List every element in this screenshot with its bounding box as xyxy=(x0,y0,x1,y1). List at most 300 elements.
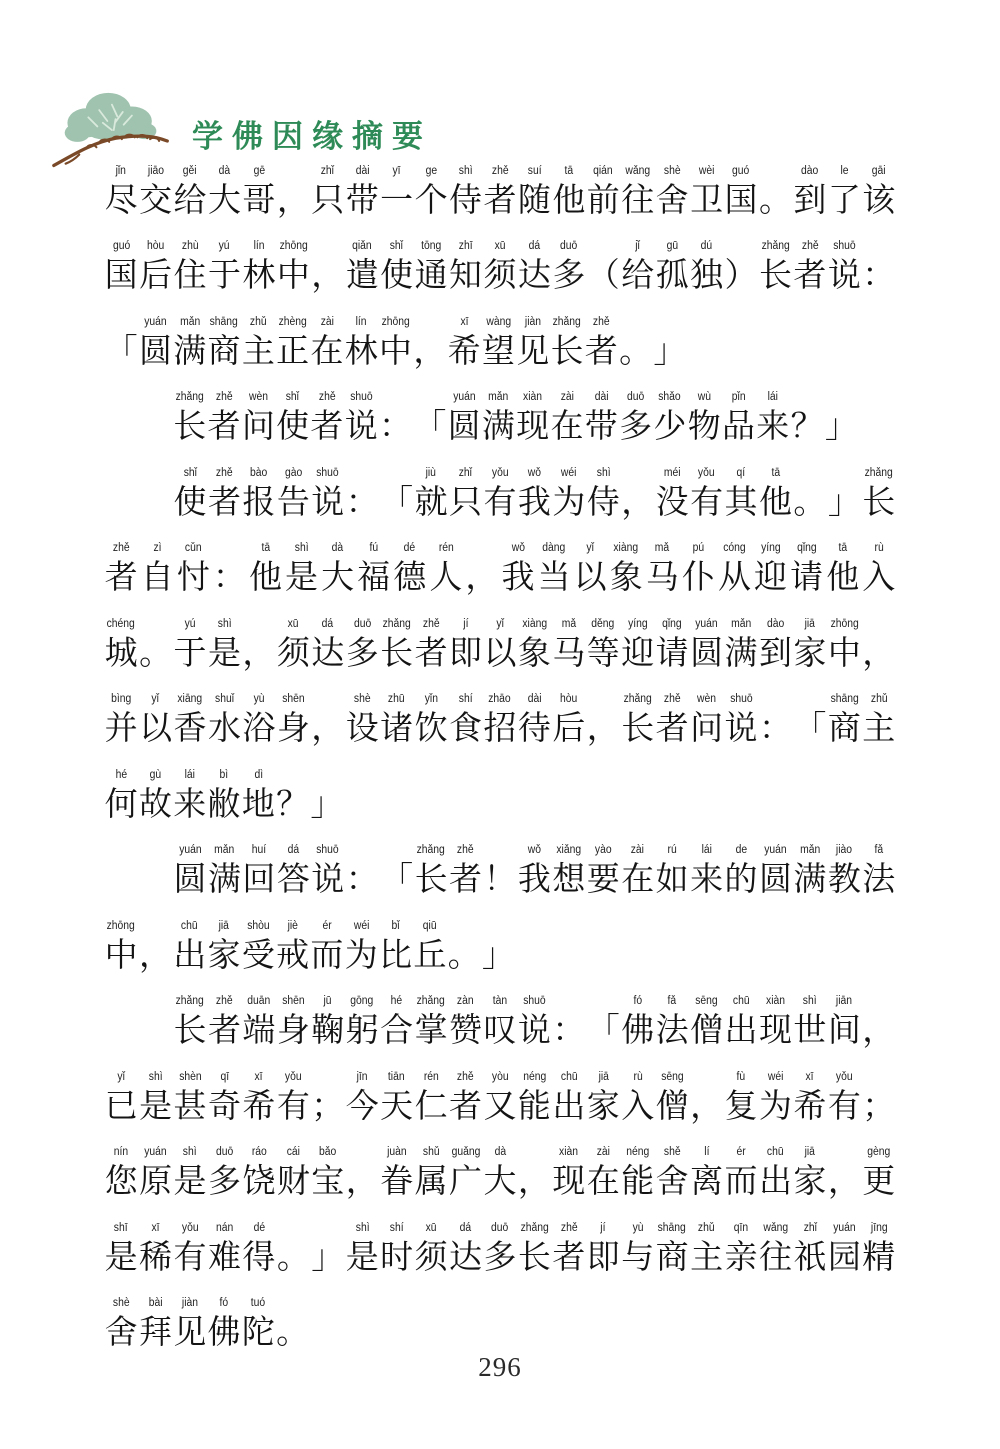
char-unit xyxy=(345,1220,379,1279)
hanzi-character: 离 xyxy=(690,1164,724,1200)
char-unit xyxy=(173,842,207,901)
char-unit xyxy=(104,1295,138,1354)
pinyin-annotation: xū xyxy=(425,1221,437,1234)
hanzi-character: 卫 xyxy=(690,182,724,219)
hanzi-character: 佛 xyxy=(621,1013,655,1049)
pinyin-annotation: shāng xyxy=(658,1221,687,1234)
char-unit xyxy=(483,163,517,222)
char-unit xyxy=(448,1069,482,1128)
hanzi-character: 人 xyxy=(429,560,463,596)
char-unit xyxy=(827,842,861,901)
char-unit xyxy=(552,1069,586,1128)
char-unit xyxy=(653,314,687,373)
pinyin-annotation: shǐ xyxy=(390,240,404,252)
pinyin-annotation: zì xyxy=(153,542,162,554)
hanzi-character: 满 xyxy=(724,635,758,672)
char-unit xyxy=(789,540,823,599)
char-unit xyxy=(414,616,448,675)
char-unit xyxy=(429,540,463,599)
pinyin-annotation: tiān xyxy=(388,1070,405,1083)
char-unit xyxy=(311,163,345,222)
char-unit xyxy=(414,691,448,750)
char-unit xyxy=(827,616,861,675)
pinyin-annotation: děng xyxy=(591,617,615,630)
char-unit xyxy=(138,1295,172,1354)
hanzi-character: 的 xyxy=(724,862,758,898)
hanzi-character: 僧 xyxy=(655,1088,689,1125)
char-unit xyxy=(655,163,689,222)
pinyin-annotation: tàn xyxy=(492,995,508,1007)
char-unit xyxy=(827,993,861,1052)
pinyin-annotation: sēng xyxy=(695,995,718,1007)
hanzi-character: 。 xyxy=(276,1239,310,1276)
char-unit xyxy=(573,540,607,599)
pinyin-annotation: shè xyxy=(353,693,371,705)
char-unit xyxy=(621,691,655,750)
char-unit xyxy=(311,1220,345,1279)
char-unit xyxy=(793,1220,827,1279)
char-unit xyxy=(448,842,482,901)
pinyin-annotation: yuán xyxy=(178,844,202,856)
pinyin-annotation: de xyxy=(735,844,747,856)
char-unit xyxy=(207,1144,241,1203)
char-unit xyxy=(724,1220,758,1279)
pinyin-annotation: zài xyxy=(560,391,574,403)
hanzi-character: 见 xyxy=(173,1315,207,1351)
char-unit xyxy=(378,389,412,448)
hanzi-character: ！ xyxy=(483,862,517,898)
pinyin-annotation: zhǐ xyxy=(803,1221,817,1234)
hanzi-character: 城 xyxy=(104,635,138,672)
pinyin-annotation: zhōng xyxy=(107,919,136,932)
pinyin-annotation: gū xyxy=(666,240,678,252)
char-unit xyxy=(104,163,138,222)
pinyin-annotation: zhǔ xyxy=(249,315,267,328)
char-unit xyxy=(207,1220,241,1279)
char-unit xyxy=(586,691,620,750)
char-unit xyxy=(621,1069,655,1128)
char-unit xyxy=(380,691,414,750)
char-unit xyxy=(689,842,723,901)
pinyin-annotation: pú xyxy=(692,542,705,554)
char-unit xyxy=(380,1220,414,1279)
hanzi-character: 」 xyxy=(653,333,687,370)
hanzi-character: 满 xyxy=(793,862,827,898)
char-unit xyxy=(689,616,723,675)
hanzi-character: 身 xyxy=(276,1013,310,1049)
char-unit xyxy=(104,238,138,297)
pinyin-annotation: fǎ xyxy=(874,844,884,856)
pinyin-annotation: wèn xyxy=(248,391,268,403)
char-unit xyxy=(212,540,246,599)
pinyin-annotation: yuán xyxy=(144,1146,167,1158)
hanzi-character: 只 xyxy=(311,182,345,219)
pinyin-annotation: dú xyxy=(700,240,713,252)
char-unit xyxy=(483,1144,517,1203)
pinyin-annotation: dá xyxy=(322,617,334,630)
hanzi-character: ， xyxy=(862,1013,896,1049)
hanzi-character: 有 xyxy=(173,1239,207,1276)
text-lines xyxy=(104,146,896,1354)
char-unit xyxy=(586,993,620,1052)
pinyin-annotation: yǒu xyxy=(491,466,509,479)
hanzi-character: 为 xyxy=(552,484,586,521)
hanzi-character: ？ xyxy=(790,409,824,445)
pinyin-annotation: yǒu xyxy=(284,1070,302,1083)
char-unit xyxy=(414,1069,448,1128)
pinyin-annotation: tōng xyxy=(421,240,442,252)
hanzi-character: ， xyxy=(827,1164,861,1200)
hanzi-character: 住 xyxy=(173,258,207,294)
pinyin-annotation: duān xyxy=(247,995,271,1007)
char-unit xyxy=(862,163,896,222)
pinyin-annotation: zhōng xyxy=(830,617,859,630)
char-unit xyxy=(758,691,792,750)
text-line xyxy=(104,1203,896,1279)
pinyin-annotation: duō xyxy=(560,240,578,252)
char-unit xyxy=(241,1295,275,1354)
pinyin-annotation: cái xyxy=(286,1146,300,1158)
char-unit xyxy=(104,540,138,599)
hanzi-character: 者 xyxy=(207,484,241,521)
char-unit xyxy=(483,616,517,675)
hanzi-character: ， xyxy=(276,182,310,219)
pinyin-annotation: rù xyxy=(874,542,884,554)
hanzi-character: 问 xyxy=(690,711,724,747)
hanzi-character: 难 xyxy=(207,1239,241,1276)
pinyin-annotation: gèng xyxy=(867,1146,891,1158)
pinyin-annotation: wù xyxy=(697,391,711,403)
pinyin-annotation: zhāo xyxy=(488,693,512,705)
text-line xyxy=(104,297,896,373)
pinyin-annotation: jǐn xyxy=(115,164,127,177)
pinyin-annotation: bì xyxy=(219,768,229,781)
pinyin-annotation: cóng xyxy=(723,542,746,554)
hanzi-character: 主 xyxy=(862,711,896,747)
pinyin-annotation: jiāo xyxy=(147,164,164,177)
hanzi-character: 为 xyxy=(344,937,378,974)
hanzi-character: 得 xyxy=(242,1239,276,1276)
hanzi-character: 者 xyxy=(584,333,618,370)
char-unit xyxy=(414,238,448,297)
char-unit xyxy=(517,993,551,1052)
char-unit xyxy=(621,842,655,901)
hanzi-character: ； xyxy=(862,1088,896,1125)
char-unit xyxy=(645,540,679,599)
char-unit xyxy=(242,465,276,524)
hanzi-character: 家 xyxy=(793,635,827,672)
pinyin-annotation: dé xyxy=(253,1221,265,1234)
char-unit xyxy=(681,540,715,599)
char-unit xyxy=(621,163,655,222)
hanzi-character: 一 xyxy=(380,182,414,219)
hanzi-character: 我 xyxy=(517,862,551,898)
pinyin-annotation: qí xyxy=(736,466,746,479)
pinyin-annotation: jǐ xyxy=(635,240,641,252)
char-unit xyxy=(393,540,427,599)
char-unit xyxy=(380,616,414,675)
char-unit xyxy=(176,540,210,599)
pinyin-annotation: zhǐ xyxy=(458,466,473,479)
hanzi-character: 戒 xyxy=(276,937,310,974)
char-unit xyxy=(621,238,655,297)
char-unit xyxy=(207,993,241,1052)
pinyin-annotation: zài xyxy=(596,1146,610,1158)
hanzi-character: 是 xyxy=(139,1088,173,1125)
hanzi-character: 仁 xyxy=(414,1088,448,1125)
hanzi-character: ， xyxy=(345,1164,379,1200)
char-unit xyxy=(242,842,276,901)
char-unit xyxy=(827,238,861,297)
hanzi-character: 长 xyxy=(414,862,448,898)
hanzi-character: 。 xyxy=(793,484,827,521)
char-unit xyxy=(207,465,241,524)
char-unit xyxy=(483,238,517,297)
char-unit xyxy=(345,1069,379,1128)
hanzi-character: 者 xyxy=(449,1088,483,1125)
char-unit xyxy=(310,767,344,826)
char-unit xyxy=(758,1069,792,1128)
hanzi-character: 商 xyxy=(655,1239,689,1276)
hanzi-character: 「 xyxy=(413,409,447,445)
hanzi-character: 者 xyxy=(207,409,241,445)
hanzi-character: 想 xyxy=(552,862,586,898)
hanzi-character: 后 xyxy=(552,711,586,747)
hanzi-character: 「 xyxy=(104,333,138,370)
char-unit xyxy=(275,1295,309,1354)
pinyin-annotation: fó xyxy=(633,995,643,1007)
hanzi-character: 中 xyxy=(379,333,413,370)
pinyin-annotation: cǔn xyxy=(184,542,202,554)
hanzi-character: 迎 xyxy=(754,560,788,596)
hanzi-character: ， xyxy=(311,711,345,747)
pinyin-annotation: yǒu xyxy=(181,1221,199,1234)
pinyin-annotation: qīn xyxy=(733,1221,749,1234)
text-line xyxy=(104,901,896,977)
hanzi-character: 大 xyxy=(321,560,355,596)
char-unit xyxy=(517,1069,551,1128)
pinyin-annotation: chū xyxy=(560,1070,578,1083)
pinyin-annotation: zhù xyxy=(181,240,199,252)
pinyin-annotation: zhě xyxy=(560,1221,578,1234)
char-unit xyxy=(138,918,172,977)
hanzi-character: 他 xyxy=(826,560,860,596)
hanzi-character: 到 xyxy=(793,182,827,219)
hanzi-character: 浴 xyxy=(242,711,276,747)
hanzi-character: 眷 xyxy=(380,1164,414,1200)
char-unit xyxy=(793,465,827,524)
char-unit xyxy=(276,1220,310,1279)
hanzi-character: 」 xyxy=(481,937,515,974)
pinyin-annotation: wèn xyxy=(697,693,717,705)
hanzi-character: ， xyxy=(311,258,345,294)
pinyin-annotation: shì xyxy=(148,1070,163,1083)
hanzi-character: 须 xyxy=(276,635,310,672)
hanzi-character: 圆 xyxy=(447,409,481,445)
hanzi-character: 长 xyxy=(758,258,792,294)
pinyin-annotation: mǎ xyxy=(655,542,670,554)
hanzi-character: 往 xyxy=(758,1239,792,1276)
hanzi-character: 长 xyxy=(173,409,207,445)
char-unit xyxy=(207,314,241,373)
char-unit xyxy=(276,1144,310,1203)
char-unit xyxy=(378,314,412,373)
char-unit xyxy=(758,993,792,1052)
pinyin-annotation: duō xyxy=(353,617,371,630)
hanzi-character: ： xyxy=(379,409,413,445)
hanzi-character: 请 xyxy=(655,635,689,672)
char-unit xyxy=(618,314,652,373)
hanzi-character: 现 xyxy=(516,409,550,445)
pinyin-annotation: mǎn xyxy=(488,391,509,403)
pinyin-annotation: wàng xyxy=(486,315,511,328)
char-unit xyxy=(586,1069,620,1128)
pinyin-annotation: zhě xyxy=(663,693,681,705)
hanzi-character: 有 xyxy=(276,1088,310,1125)
pinyin-annotation: xiàng xyxy=(522,617,547,630)
text-line xyxy=(104,1052,896,1128)
hanzi-character: ， xyxy=(621,484,655,521)
hanzi-character: 主 xyxy=(241,333,275,370)
pinyin-annotation: yǐn xyxy=(424,693,438,705)
char-unit xyxy=(517,1220,551,1279)
hanzi-character: ， xyxy=(690,1088,724,1125)
char-unit xyxy=(618,389,652,448)
char-unit xyxy=(311,465,345,524)
char-unit xyxy=(207,1295,241,1354)
hanzi-character: 希 xyxy=(242,1088,276,1125)
pinyin-annotation: shì xyxy=(596,466,611,479)
char-unit xyxy=(104,691,138,750)
char-unit xyxy=(621,993,655,1052)
pinyin-annotation: néng xyxy=(626,1146,650,1158)
char-unit xyxy=(655,1144,689,1203)
pinyin-annotation: zài xyxy=(631,844,645,856)
pinyin-annotation: le xyxy=(840,164,849,177)
hanzi-character: 在 xyxy=(586,1164,620,1200)
pinyin-annotation: tā xyxy=(771,466,780,479)
char-unit xyxy=(517,238,551,297)
hanzi-character: 他 xyxy=(758,484,792,521)
char-unit xyxy=(517,842,551,901)
char-unit xyxy=(173,465,207,524)
char-unit xyxy=(758,163,792,222)
char-unit xyxy=(827,163,861,222)
char-unit xyxy=(689,1069,723,1128)
char-unit xyxy=(173,389,207,448)
pinyin-annotation: yuán xyxy=(452,391,476,403)
hanzi-character: 遣 xyxy=(345,258,379,294)
hanzi-character: 满 xyxy=(481,409,515,445)
hanzi-character: 商 xyxy=(207,333,241,370)
char-unit xyxy=(483,691,517,750)
pinyin-annotation: lái xyxy=(767,391,778,403)
pinyin-annotation: jiàn xyxy=(524,315,541,328)
pinyin-annotation: xiǎng xyxy=(556,844,582,856)
char-unit xyxy=(413,314,447,373)
pinyin-annotation: xī xyxy=(805,1070,814,1083)
hanzi-character: 要 xyxy=(586,862,620,898)
pinyin-annotation: gào xyxy=(284,466,302,479)
char-unit xyxy=(413,918,447,977)
pinyin-annotation: jiàn xyxy=(181,1297,198,1309)
char-unit xyxy=(207,691,241,750)
pinyin-annotation: shí xyxy=(458,693,473,705)
pinyin-annotation: xū xyxy=(287,617,299,630)
char-unit xyxy=(655,465,689,524)
pinyin-annotation: fó xyxy=(219,1297,229,1309)
pinyin-annotation: chū xyxy=(181,919,199,932)
char-unit xyxy=(380,1069,414,1128)
pinyin-annotation: duō xyxy=(626,391,645,403)
pinyin-annotation: dàng xyxy=(542,542,566,554)
hanzi-character: 说 xyxy=(311,862,345,898)
pinyin-annotation: fǎ xyxy=(667,995,677,1007)
hanzi-character: 有 xyxy=(827,1088,861,1125)
hanzi-character: 与 xyxy=(621,1239,655,1276)
pinyin-annotation: zhǎng xyxy=(552,315,582,328)
hanzi-character: 在 xyxy=(310,333,344,370)
hanzi-character: 已 xyxy=(104,1088,138,1125)
char-unit xyxy=(827,1220,861,1279)
hanzi-character: 敝 xyxy=(207,786,241,823)
hanzi-character: 圆 xyxy=(138,333,172,370)
pinyin-annotation: yú xyxy=(184,617,196,630)
hanzi-character: ： xyxy=(552,1013,586,1049)
char-unit xyxy=(584,314,618,373)
char-unit xyxy=(275,767,309,826)
pinyin-annotation: jiā xyxy=(218,919,230,932)
pinyin-annotation: bìng xyxy=(111,693,132,705)
char-unit xyxy=(344,389,378,448)
char-unit xyxy=(687,389,721,448)
pinyin-annotation: wǒ xyxy=(511,542,525,554)
char-unit xyxy=(207,238,241,297)
hanzi-character: 使 xyxy=(276,409,310,445)
hanzi-character: 来 xyxy=(173,786,207,823)
char-unit xyxy=(242,163,276,222)
pinyin-annotation: zhě xyxy=(216,466,233,479)
char-unit xyxy=(793,238,827,297)
pinyin-annotation: ge xyxy=(425,164,437,177)
hanzi-character: （ xyxy=(586,258,620,294)
hanzi-character: 随 xyxy=(517,182,551,219)
pinyin-annotation: wǎng xyxy=(763,1221,788,1234)
pinyin-annotation: shǔ xyxy=(422,1146,440,1158)
hanzi-character: 合 xyxy=(380,1013,414,1049)
char-unit xyxy=(447,314,481,373)
hanzi-character: ： xyxy=(862,258,896,294)
char-unit xyxy=(862,1144,896,1203)
char-unit xyxy=(724,238,758,297)
hanzi-character: 以 xyxy=(139,711,173,747)
hanzi-character: ； xyxy=(311,1088,345,1125)
hanzi-character: 精 xyxy=(862,1239,896,1276)
pinyin-annotation: yù xyxy=(253,693,265,705)
hanzi-character: 长 xyxy=(380,635,414,672)
hanzi-character: 出 xyxy=(552,1088,586,1125)
pinyin-annotation: zhě xyxy=(801,240,819,252)
hanzi-character: 就 xyxy=(414,484,448,521)
hanzi-character: ， xyxy=(465,560,499,596)
hanzi-character: 有 xyxy=(690,484,724,521)
text-line xyxy=(104,524,896,600)
hanzi-character: 财 xyxy=(276,1164,310,1200)
hanzi-character: 仆 xyxy=(681,560,715,596)
hanzi-character: 入 xyxy=(621,1088,655,1125)
char-unit xyxy=(724,163,758,222)
char-unit xyxy=(724,616,758,675)
